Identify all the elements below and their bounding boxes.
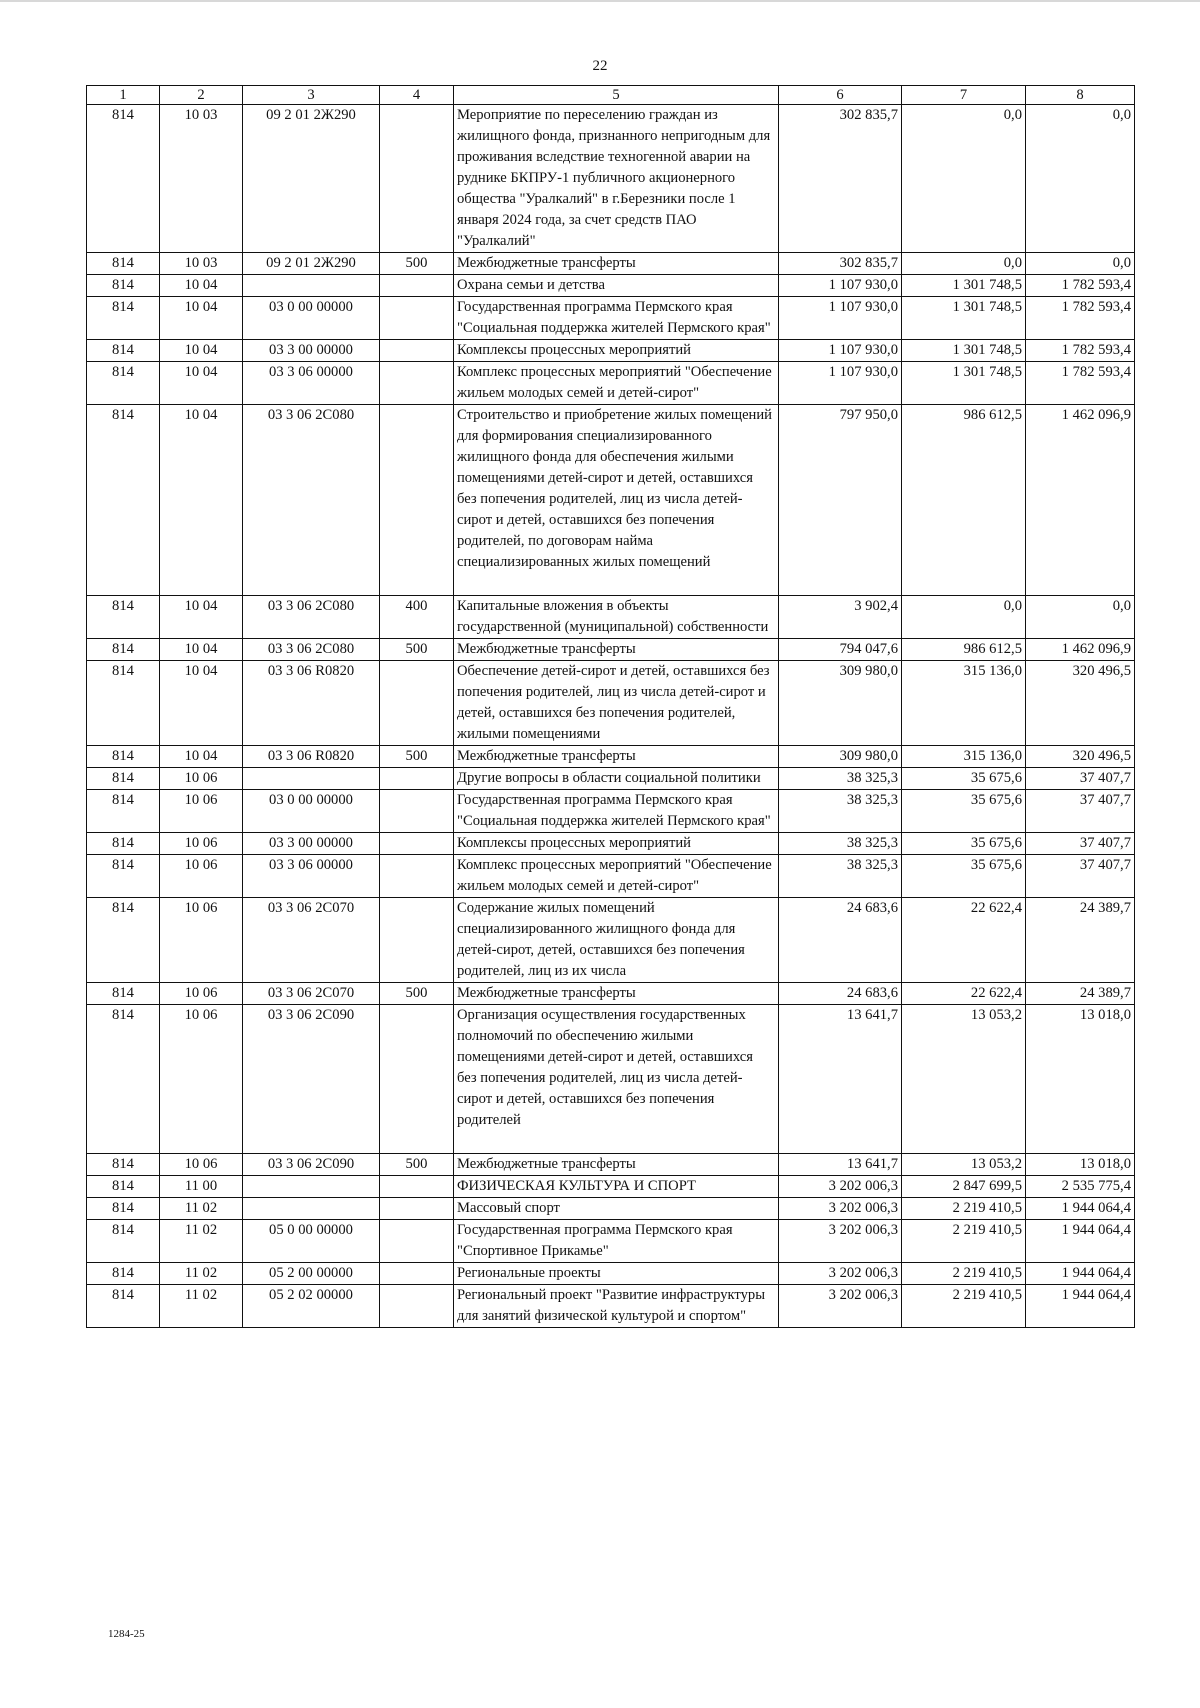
cell-target-article: 03 3 00 00000: [243, 833, 380, 855]
table-row: [87, 1005, 1135, 1154]
cell-expense-type: [380, 1220, 454, 1263]
cell-amount-col6: 3 202 006,3: [779, 1176, 902, 1198]
cell-ministry-code: 814: [87, 1198, 160, 1220]
cell-item-name: Мероприятие по переселению граждан из жилищного фонда, признанного непригодным для проживания вследствие техногенной аварии на руднике БКПРУ-1 публичного акционерного общества "Уралкалий" в г.Березники после 1 января 2024 года, за счет средств ПАО "Уралкалий": [454, 105, 779, 253]
cell-expense-type: 500: [380, 1154, 454, 1176]
cell-amount-col8: 0,0: [1026, 253, 1135, 275]
cell-item-name: Государственная программа Пермского края "Спортивное Прикамье": [454, 1220, 779, 1263]
cell-item-name: Комплексы процессных мероприятий: [454, 833, 779, 855]
cell-amount-col6: 3 202 006,3: [779, 1220, 902, 1263]
cell-item-name: Комплексы процессных мероприятий: [454, 340, 779, 362]
column-header: 6: [779, 86, 902, 105]
cell-amount-col8: 2 535 775,4: [1026, 1176, 1135, 1198]
cell-item-name: Государственная программа Пермского края "Социальная поддержка жителей Пермского края": [454, 297, 779, 340]
table-row: [87, 340, 1135, 362]
cell-ministry-code: 814: [87, 405, 160, 596]
cell-amount-col8: 1 782 593,4: [1026, 362, 1135, 405]
cell-expense-type: 500: [380, 253, 454, 275]
cell-section-code: 10 04: [160, 362, 243, 405]
cell-ministry-code: 814: [87, 1285, 160, 1328]
cell-section-code: 10 04: [160, 340, 243, 362]
cell-ministry-code: 814: [87, 1263, 160, 1285]
column-header: 5: [454, 86, 779, 105]
cell-amount-col8: 1 782 593,4: [1026, 340, 1135, 362]
table-row: [87, 405, 1135, 596]
cell-section-code: 10 06: [160, 790, 243, 833]
cell-amount-col8: 37 407,7: [1026, 768, 1135, 790]
cell-ministry-code: 814: [87, 275, 160, 297]
cell-item-name: Комплекс процессных мероприятий "Обеспечение жильем молодых семей и детей-сирот": [454, 362, 779, 405]
cell-amount-col8: 1 944 064,4: [1026, 1198, 1135, 1220]
cell-item-name: Обеспечение детей-сирот и детей, оставшихся без попечения родителей, лиц из числа детей-сирот и детей, оставшихся без попечения родителей, жилыми помещениями: [454, 661, 779, 746]
column-header: 3: [243, 86, 380, 105]
cell-target-article: 03 3 06 2С090: [243, 1005, 380, 1154]
cell-section-code: 11 00: [160, 1176, 243, 1198]
cell-ministry-code: 814: [87, 746, 160, 768]
cell-amount-col7: 315 136,0: [902, 661, 1026, 746]
cell-ministry-code: 814: [87, 253, 160, 275]
cell-amount-col8: 13 018,0: [1026, 1154, 1135, 1176]
cell-amount-col6: 797 950,0: [779, 405, 902, 596]
cell-section-code: 10 04: [160, 297, 243, 340]
cell-item-name: Массовый спорт: [454, 1198, 779, 1220]
cell-amount-col7: 35 675,6: [902, 768, 1026, 790]
cell-amount-col6: 309 980,0: [779, 661, 902, 746]
cell-item-name: Содержание жилых помещений специализированного жилищного фонда для детей-сирот, детей, оставшихся без попечения родителей, лиц из их числа: [454, 898, 779, 983]
cell-amount-col8: 24 389,7: [1026, 898, 1135, 983]
page-number: 22: [592, 58, 608, 74]
cell-ministry-code: 814: [87, 983, 160, 1005]
cell-item-name: Межбюджетные трансферты: [454, 983, 779, 1005]
cell-target-article: 03 3 06 2С080: [243, 639, 380, 661]
cell-amount-col7: 1 301 748,5: [902, 297, 1026, 340]
cell-expense-type: [380, 340, 454, 362]
cell-amount-col7: 986 612,5: [902, 639, 1026, 661]
cell-ministry-code: 814: [87, 639, 160, 661]
cell-amount-col6: 1 107 930,0: [779, 275, 902, 297]
column-header: 8: [1026, 86, 1135, 105]
cell-section-code: 10 04: [160, 746, 243, 768]
table-row: [87, 661, 1135, 746]
cell-amount-col7: 986 612,5: [902, 405, 1026, 596]
cell-target-article: 03 3 00 00000: [243, 340, 380, 362]
cell-ministry-code: 814: [87, 1154, 160, 1176]
cell-amount-col7: 1 301 748,5: [902, 340, 1026, 362]
cell-amount-col6: 38 325,3: [779, 833, 902, 855]
cell-amount-col7: 0,0: [902, 253, 1026, 275]
cell-target-article: 03 3 06 00000: [243, 855, 380, 898]
cell-target-article: 03 3 06 2С070: [243, 898, 380, 983]
cell-amount-col7: 0,0: [902, 596, 1026, 639]
cell-amount-col6: 38 325,3: [779, 768, 902, 790]
table-body: [87, 105, 1135, 1328]
cell-section-code: 10 06: [160, 1154, 243, 1176]
cell-amount-col8: 24 389,7: [1026, 983, 1135, 1005]
cell-item-name: Охрана семьи и детства: [454, 275, 779, 297]
cell-amount-col6: 309 980,0: [779, 746, 902, 768]
cell-ministry-code: 814: [87, 1005, 160, 1154]
cell-expense-type: [380, 275, 454, 297]
cell-expense-type: [380, 833, 454, 855]
cell-amount-col7: 22 622,4: [902, 898, 1026, 983]
table-row: [87, 790, 1135, 833]
scan-top-edge: [0, 0, 1200, 2]
cell-item-name: Межбюджетные трансферты: [454, 639, 779, 661]
cell-expense-type: [380, 661, 454, 746]
cell-ministry-code: 814: [87, 898, 160, 983]
cell-amount-col8: 320 496,5: [1026, 661, 1135, 746]
cell-expense-type: [380, 1263, 454, 1285]
cell-target-article: 03 3 06 2С080: [243, 405, 380, 596]
cell-expense-type: [380, 855, 454, 898]
cell-expense-type: [380, 297, 454, 340]
cell-amount-col6: 3 202 006,3: [779, 1198, 902, 1220]
cell-ministry-code: 814: [87, 596, 160, 639]
table-row: [87, 1176, 1135, 1198]
cell-amount-col6: 13 641,7: [779, 1154, 902, 1176]
cell-amount-col7: 2 219 410,5: [902, 1220, 1026, 1263]
table-row: [87, 596, 1135, 639]
cell-item-name: Другие вопросы в области социальной политики: [454, 768, 779, 790]
cell-amount-col6: 24 683,6: [779, 983, 902, 1005]
table-row: [87, 1220, 1135, 1263]
cell-amount-col7: 315 136,0: [902, 746, 1026, 768]
table-row: [87, 855, 1135, 898]
cell-target-article: 09 2 01 2Ж290: [243, 105, 380, 253]
cell-amount-col6: 3 202 006,3: [779, 1285, 902, 1328]
cell-section-code: 10 04: [160, 275, 243, 297]
document-code: 1284-25: [108, 1628, 145, 1640]
cell-amount-col8: 1 782 593,4: [1026, 297, 1135, 340]
cell-amount-col6: 3 902,4: [779, 596, 902, 639]
cell-target-article: 05 0 00 00000: [243, 1220, 380, 1263]
cell-amount-col6: 302 835,7: [779, 253, 902, 275]
cell-amount-col7: 0,0: [902, 105, 1026, 253]
table-row: [87, 833, 1135, 855]
cell-item-name: Государственная программа Пермского края "Социальная поддержка жителей Пермского края": [454, 790, 779, 833]
cell-amount-col6: 38 325,3: [779, 855, 902, 898]
cell-amount-col7: 35 675,6: [902, 833, 1026, 855]
cell-expense-type: [380, 1285, 454, 1328]
column-header: 2: [160, 86, 243, 105]
cell-amount-col6: 38 325,3: [779, 790, 902, 833]
cell-amount-col6: 24 683,6: [779, 898, 902, 983]
cell-amount-col6: 13 641,7: [779, 1005, 902, 1154]
cell-amount-col8: 0,0: [1026, 596, 1135, 639]
cell-target-article: 03 3 06 00000: [243, 362, 380, 405]
cell-amount-col7: 35 675,6: [902, 855, 1026, 898]
cell-amount-col7: 1 301 748,5: [902, 362, 1026, 405]
cell-expense-type: [380, 898, 454, 983]
cell-section-code: 10 04: [160, 405, 243, 596]
cell-amount-col8: 0,0: [1026, 105, 1135, 253]
cell-section-code: 10 04: [160, 639, 243, 661]
cell-section-code: 10 04: [160, 596, 243, 639]
cell-item-name: Организация осуществления государственных полномочий по обеспечению жилыми помещениями детей-сирот и детей, оставшихся без попечения родителей, лиц из числа детей-сирот и детей, оставшихся без попечения родителей: [454, 1005, 779, 1154]
cell-ministry-code: 814: [87, 790, 160, 833]
cell-amount-col7: 2 219 410,5: [902, 1198, 1026, 1220]
cell-expense-type: [380, 1005, 454, 1154]
cell-expense-type: [380, 405, 454, 596]
cell-item-name: Региональный проект "Развитие инфраструктуры для занятий физической культурой и спортом": [454, 1285, 779, 1328]
cell-target-article: 03 3 06 2С090: [243, 1154, 380, 1176]
cell-target-article: 05 2 02 00000: [243, 1285, 380, 1328]
cell-target-article: [243, 1176, 380, 1198]
cell-expense-type: [380, 768, 454, 790]
cell-amount-col8: 37 407,7: [1026, 833, 1135, 855]
cell-section-code: 10 06: [160, 1005, 243, 1154]
cell-item-name: Межбюджетные трансферты: [454, 253, 779, 275]
cell-target-article: [243, 768, 380, 790]
cell-target-article: 09 2 01 2Ж290: [243, 253, 380, 275]
cell-expense-type: 400: [380, 596, 454, 639]
cell-amount-col8: 1 462 096,9: [1026, 405, 1135, 596]
cell-amount-col7: 2 847 699,5: [902, 1176, 1026, 1198]
cell-target-article: 03 3 06 2С080: [243, 596, 380, 639]
cell-amount-col6: 3 202 006,3: [779, 1263, 902, 1285]
cell-item-name: ФИЗИЧЕСКАЯ КУЛЬТУРА И СПОРТ: [454, 1176, 779, 1198]
cell-expense-type: [380, 105, 454, 253]
cell-expense-type: [380, 790, 454, 833]
cell-amount-col7: 13 053,2: [902, 1154, 1026, 1176]
table-row: [87, 297, 1135, 340]
cell-amount-col7: 2 219 410,5: [902, 1263, 1026, 1285]
table-row: [87, 275, 1135, 297]
table-row: [87, 1198, 1135, 1220]
table-row: [87, 898, 1135, 983]
cell-target-article: [243, 1198, 380, 1220]
table-row: [87, 768, 1135, 790]
cell-target-article: 03 3 06 R0820: [243, 746, 380, 768]
cell-expense-type: 500: [380, 639, 454, 661]
cell-amount-col8: 37 407,7: [1026, 790, 1135, 833]
budget-table: [86, 85, 1135, 1328]
cell-target-article: 03 0 00 00000: [243, 297, 380, 340]
cell-ministry-code: 814: [87, 768, 160, 790]
cell-target-article: 03 3 06 R0820: [243, 661, 380, 746]
cell-section-code: 11 02: [160, 1263, 243, 1285]
cell-amount-col8: 1 944 064,4: [1026, 1285, 1135, 1328]
cell-section-code: 10 04: [160, 661, 243, 746]
cell-amount-col8: 1 462 096,9: [1026, 639, 1135, 661]
table-row: [87, 1154, 1135, 1176]
table-row: [87, 746, 1135, 768]
cell-section-code: 10 06: [160, 898, 243, 983]
cell-item-name: Межбюджетные трансферты: [454, 746, 779, 768]
cell-section-code: 10 03: [160, 253, 243, 275]
cell-ministry-code: 814: [87, 855, 160, 898]
cell-ministry-code: 814: [87, 833, 160, 855]
table-row: [87, 983, 1135, 1005]
cell-amount-col8: 37 407,7: [1026, 855, 1135, 898]
cell-amount-col7: 1 301 748,5: [902, 275, 1026, 297]
cell-ministry-code: 814: [87, 1176, 160, 1198]
table-row: [87, 1285, 1135, 1328]
cell-amount-col8: 320 496,5: [1026, 746, 1135, 768]
cell-ministry-code: 814: [87, 1220, 160, 1263]
cell-amount-col6: 1 107 930,0: [779, 297, 902, 340]
cell-ministry-code: 814: [87, 362, 160, 405]
table-row: [87, 253, 1135, 275]
cell-amount-col8: 1 944 064,4: [1026, 1263, 1135, 1285]
cell-item-name: Комплекс процессных мероприятий "Обеспечение жильем молодых семей и детей-сирот": [454, 855, 779, 898]
table-row: [87, 105, 1135, 253]
cell-expense-type: [380, 1176, 454, 1198]
table-row: [87, 639, 1135, 661]
cell-expense-type: 500: [380, 746, 454, 768]
cell-section-code: 11 02: [160, 1285, 243, 1328]
cell-target-article: 03 0 00 00000: [243, 790, 380, 833]
cell-amount-col8: 13 018,0: [1026, 1005, 1135, 1154]
cell-expense-type: [380, 1198, 454, 1220]
cell-target-article: [243, 275, 380, 297]
cell-amount-col7: 22 622,4: [902, 983, 1026, 1005]
cell-ministry-code: 814: [87, 297, 160, 340]
column-header: 7: [902, 86, 1026, 105]
cell-amount-col7: 2 219 410,5: [902, 1285, 1026, 1328]
cell-target-article: 05 2 00 00000: [243, 1263, 380, 1285]
column-header: 4: [380, 86, 454, 105]
cell-amount-col7: 13 053,2: [902, 1005, 1026, 1154]
cell-section-code: 10 06: [160, 855, 243, 898]
cell-item-name: Межбюджетные трансферты: [454, 1154, 779, 1176]
cell-expense-type: 500: [380, 983, 454, 1005]
cell-amount-col6: 302 835,7: [779, 105, 902, 253]
table-header-row: [87, 86, 1135, 105]
cell-expense-type: [380, 362, 454, 405]
cell-section-code: 11 02: [160, 1198, 243, 1220]
cell-amount-col6: 794 047,6: [779, 639, 902, 661]
cell-ministry-code: 814: [87, 661, 160, 746]
table-row: [87, 1263, 1135, 1285]
cell-amount-col7: 35 675,6: [902, 790, 1026, 833]
cell-ministry-code: 814: [87, 340, 160, 362]
cell-item-name: Капитальные вложения в объекты государственной (муниципальной) собственности: [454, 596, 779, 639]
cell-section-code: 11 02: [160, 1220, 243, 1263]
cell-section-code: 10 06: [160, 768, 243, 790]
cell-item-name: Строительство и приобретение жилых помещений для формирования специализированного жилищного фонда для обеспечения жилыми помещениями детей-сирот и детей, оставшихся без попечения родителей, лиц из числа детей-сирот и детей, оставшихся без попечения родителей, по договорам найма специализированных жилых помещений: [454, 405, 779, 596]
table-row: [87, 362, 1135, 405]
cell-amount-col8: 1 782 593,4: [1026, 275, 1135, 297]
cell-ministry-code: 814: [87, 105, 160, 253]
cell-section-code: 10 06: [160, 983, 243, 1005]
cell-item-name: Региональные проекты: [454, 1263, 779, 1285]
cell-amount-col6: 1 107 930,0: [779, 340, 902, 362]
cell-amount-col8: 1 944 064,4: [1026, 1220, 1135, 1263]
cell-amount-col6: 1 107 930,0: [779, 362, 902, 405]
cell-section-code: 10 03: [160, 105, 243, 253]
cell-section-code: 10 06: [160, 833, 243, 855]
column-header: 1: [87, 86, 160, 105]
cell-target-article: 03 3 06 2С070: [243, 983, 380, 1005]
